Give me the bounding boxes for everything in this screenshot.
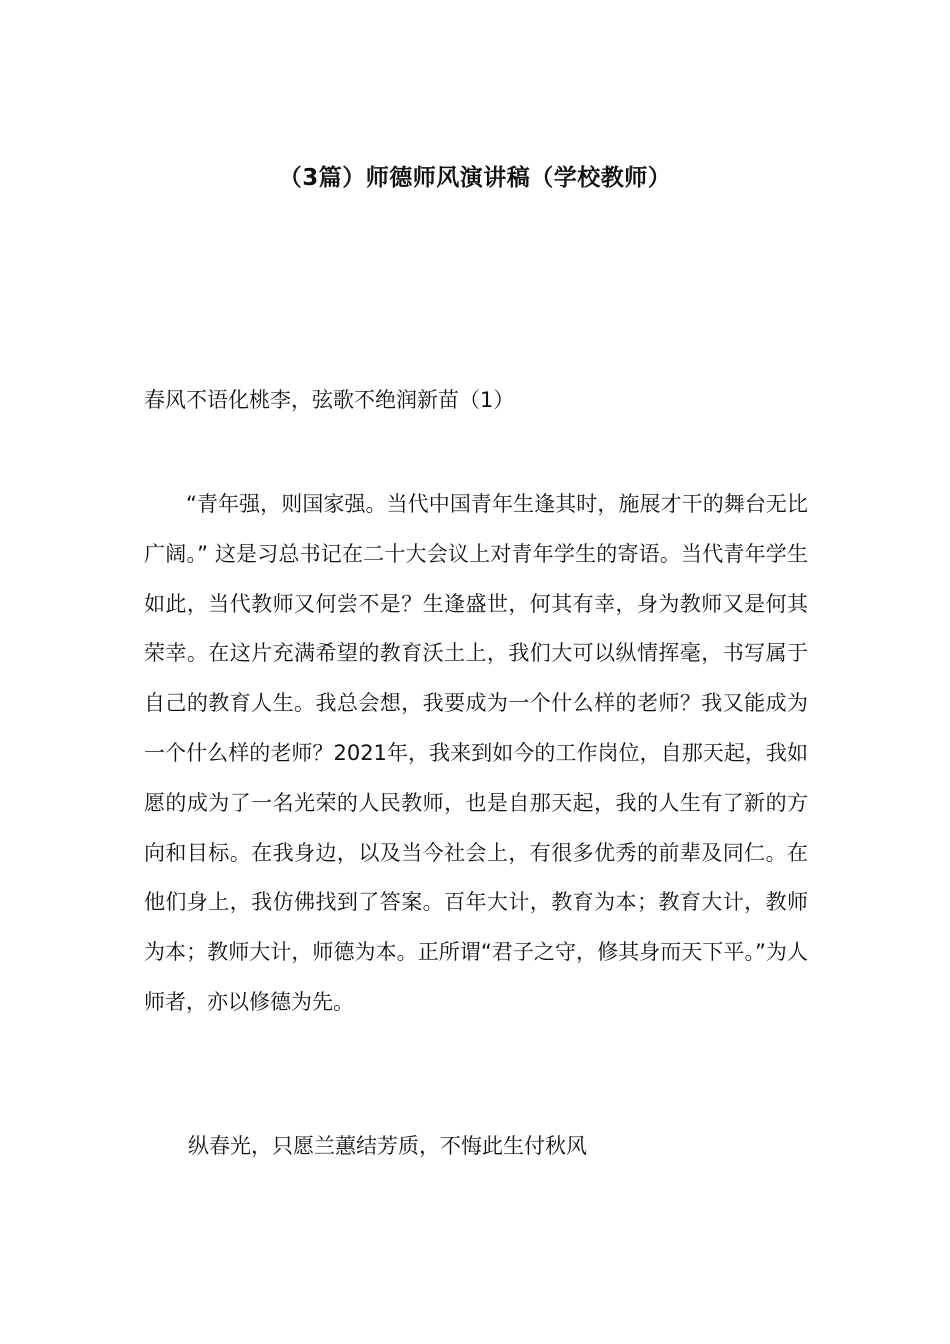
subheading: 纵春光，只愿兰蕙结芳质，不悔此生付秋风: [188, 1134, 587, 1158]
body-paragraph: “青年强，则国家强。当代中国青年生逢其时，施展才干的舞台无比广阔。” 这是习总书记在二十大会议上对青年学生的寄语。当代青年学生如此，当代教师又何尝不是？生逢盛世，何其有幸，身为教师又是何其荣幸。在这片充满希望的教育沃土上，我们大可以纵情挥毫，书写属于自己的教育人生。我总会想，我要成为一个什么样的老师？我又能成为一个什么样的老师？2021年，我来到如今的工作岗位，自那天起，我如愿的成为了一名光荣的人民教师，也是自那天起，我的人生有了新的方向和目标。在我身边，以及当今社会上，有很多优秀的前辈及同仁。在他们身上，我仿佛找到了答案。百年大计，教育为本；教育大计，教师为本；教师大计，师德为本。正所谓“君子之守，修其身而天下平。”为人师者，亦以修德为先。: [144, 492, 808, 1014]
section-heading: 春风不语化桃李，弦歌不绝润新苗（1）: [144, 388, 515, 412]
document-title: （3篇）师德师风演讲稿（学校教师）: [278, 165, 672, 191]
